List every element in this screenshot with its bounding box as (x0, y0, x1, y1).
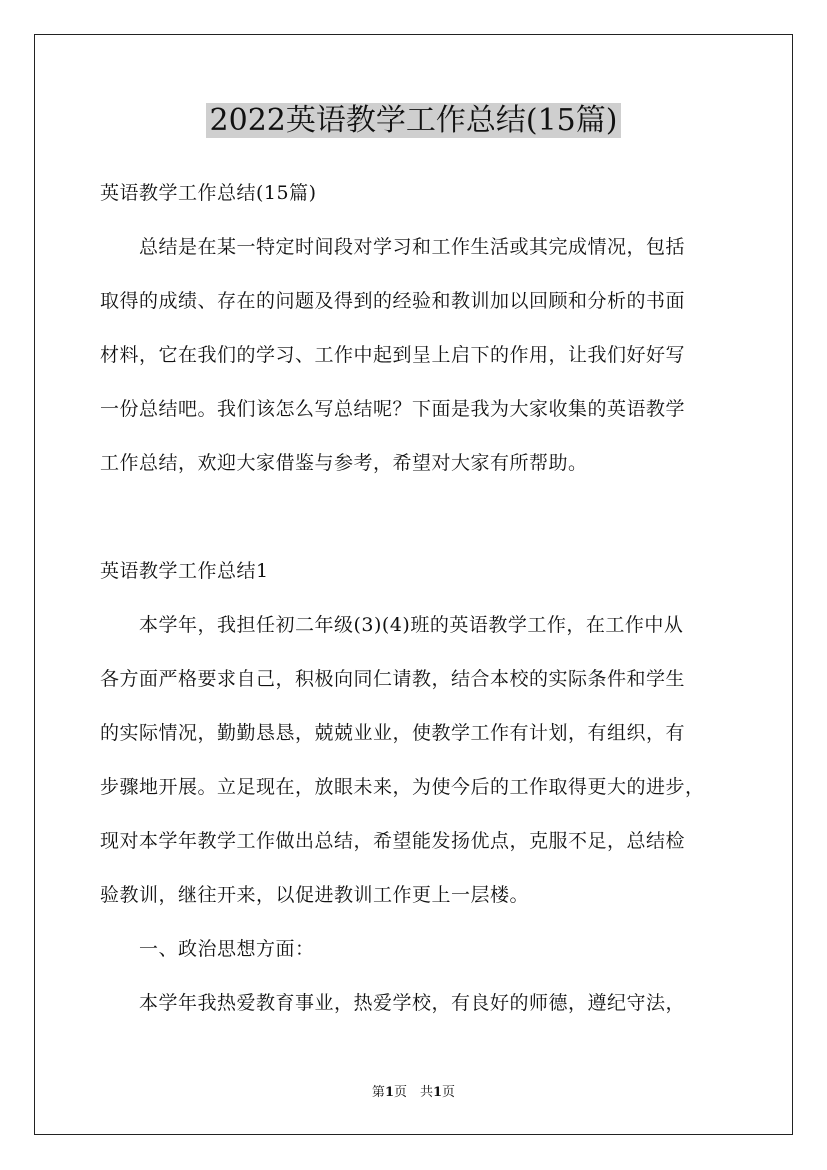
footer-suffix: 页 (442, 1085, 456, 1100)
page-footer (0, 1084, 827, 1102)
footer-total-pages: 1 (433, 1085, 443, 1100)
section-heading: 英语教学工作总结1 (100, 560, 269, 582)
paragraph-line: 本学年，我担任初二年级(3)(4)班的英语教学工作，在工作中从 (100, 614, 684, 636)
paragraph-line: 步骤地开展。立足现在，放眼未来，为使今后的工作取得更大的进步， (100, 776, 705, 798)
section-paragraph (100, 598, 728, 922)
footer-mid: 页 共 (393, 1085, 433, 1100)
paragraph-line: 总结是在某一特定时间段对学习和工作生活或其完成情况，包括 (100, 236, 686, 258)
paragraph-line: 取得的成绩、存在的问题及得到的经验和教训加以回顾和分析的书面 (100, 290, 686, 312)
paragraph-line: 的实际情况，勤勤恳恳，兢兢业业，使教学工作有计划，有组织，有 (100, 722, 686, 744)
document-subtitle: 英语教学工作总结(15篇) (100, 182, 317, 204)
document-title-text: 2022英语教学工作总结(15篇) (206, 103, 622, 138)
paragraph-line: 现对本学年教学工作做出总结，希望能发扬优点，克服不足，总结检 (100, 830, 686, 852)
subheading-political: 一、政治思想方面： (100, 938, 315, 960)
last-paragraph-line: 本学年我热爱教育事业，热爱学校，有良好的师德，遵纪守法， (100, 992, 686, 1014)
footer-current-page: 1 (384, 1085, 394, 1100)
paragraph-line: 各方面严格要求自己，积极向同仁请教，结合本校的实际条件和学生 (100, 668, 686, 690)
paragraph-line: 一份总结吧。我们该怎么写总结呢？下面是我为大家收集的英语教学 (100, 398, 686, 420)
paragraph-line: 工作总结，欢迎大家借鉴与参考，希望对大家有所帮助。 (100, 452, 588, 474)
intro-paragraph (100, 220, 728, 490)
paragraph-line: 验教训，继往开来，以促进教训工作更上一层楼。 (100, 884, 530, 906)
document-title (0, 100, 827, 142)
paragraph-line: 材料，它在我们的学习、工作中起到呈上启下的作用，让我们好好写 (100, 344, 686, 366)
footer-prefix: 第 (371, 1085, 385, 1100)
